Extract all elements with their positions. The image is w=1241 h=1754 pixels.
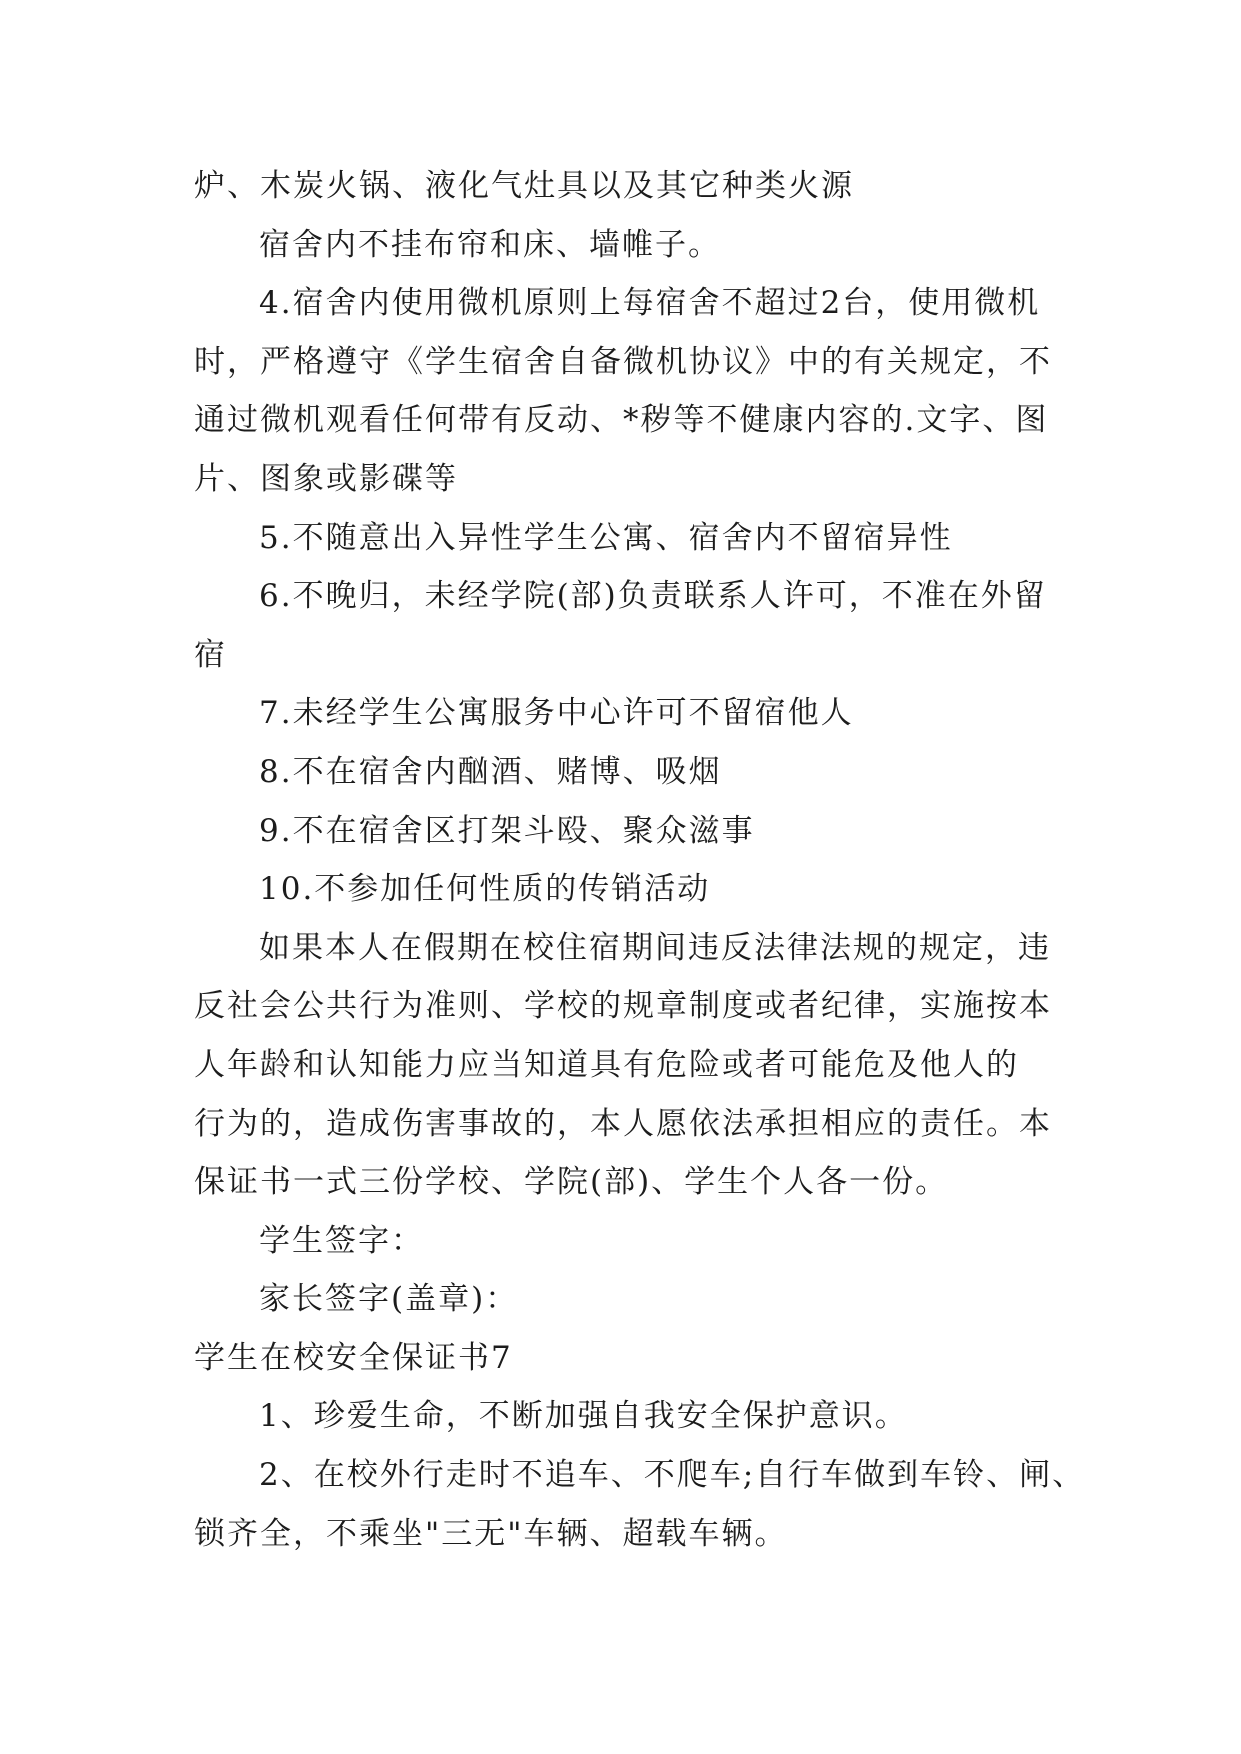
text-line: 6.不晚归，未经学院(部)负责联系人许可，不准在外留: [259, 578, 1047, 615]
text-line: 学生签字：: [259, 1222, 424, 1259]
text-line: 保证书一式三份学校、学院(部)、学生个人各一份。: [194, 1164, 949, 1201]
text-line: 10.不参加任何性质的传销活动: [259, 871, 711, 908]
rule-9-paragraph: [194, 802, 1074, 861]
text-line: 7.未经学生公寓服务中心许可不留宿他人: [259, 695, 854, 732]
section-heading: 学生在校安全保证书7: [194, 1339, 513, 1376]
rule-4-paragraph: [194, 274, 1074, 508]
document-body: [194, 157, 1086, 1563]
item-1-paragraph: [194, 1387, 1074, 1446]
rule-6-paragraph: [194, 567, 1074, 684]
text-line: 家长签字(盖章)：: [259, 1281, 519, 1318]
text-line: 片、图象或影碟等: [194, 460, 458, 497]
text-line: 宿舍内不挂布帘和床、墙帷子。: [259, 226, 721, 263]
text-line: 5.不随意出入异性学生公寓、宿舍内不留宿异性: [259, 519, 953, 556]
text-line: 9.不在宿舍区打架斗殴、聚众滋事: [259, 812, 755, 849]
paragraph-fire-sources-continuation: [194, 157, 1074, 216]
text-line: 1、珍爱生命，不断加强自我安全保护意识。: [259, 1398, 908, 1435]
text-line: 如果本人在假期在校住宿期间违反法律法规的规定，违: [259, 929, 1051, 966]
text-line: 时，严格遵守《学生宿舍自备微机协议》中的有关规定，不: [194, 343, 1052, 380]
text-line: 通过微机观看任何带有反动、*秽等不健康内容的.文字、图: [194, 402, 1049, 439]
rule-10-paragraph: [194, 860, 1074, 919]
parent-signature-label: [194, 1270, 1074, 1329]
text-line: 锁齐全，不乘坐"三无"车辆、超载车辆。: [194, 1515, 788, 1552]
liability-paragraph: [194, 919, 1074, 1212]
rule-8-paragraph: [194, 743, 1074, 802]
text-line: 8.不在宿舍内酗酒、赌博、吸烟: [259, 753, 722, 790]
student-signature-label: [194, 1212, 1074, 1271]
rule-5-paragraph: [194, 509, 1074, 568]
text-line: 行为的，造成伤害事故的，本人愿依法承担相应的责任。本: [194, 1105, 1052, 1142]
rule-7-paragraph: [194, 684, 1074, 743]
item-2-paragraph: [194, 1446, 1086, 1563]
text-line: 宿: [194, 636, 227, 673]
text-line: 2、在校外行走时不追车、不爬车;自行车做到车铃、闸、: [259, 1457, 1086, 1494]
text-line: 4.宿舍内使用微机原则上每宿舍不超过2台，使用微机: [259, 285, 1041, 322]
text-line: 炉、木炭火锅、液化气灶具以及其它种类火源: [194, 168, 854, 204]
paragraph-no-curtains: [194, 216, 1074, 275]
text-line: 反社会公共行为准则、学校的规章制度或者纪律，实施按本: [194, 988, 1052, 1025]
text-line: 人年龄和认知能力应当知道具有危险或者可能危及他人的: [194, 1046, 1019, 1083]
